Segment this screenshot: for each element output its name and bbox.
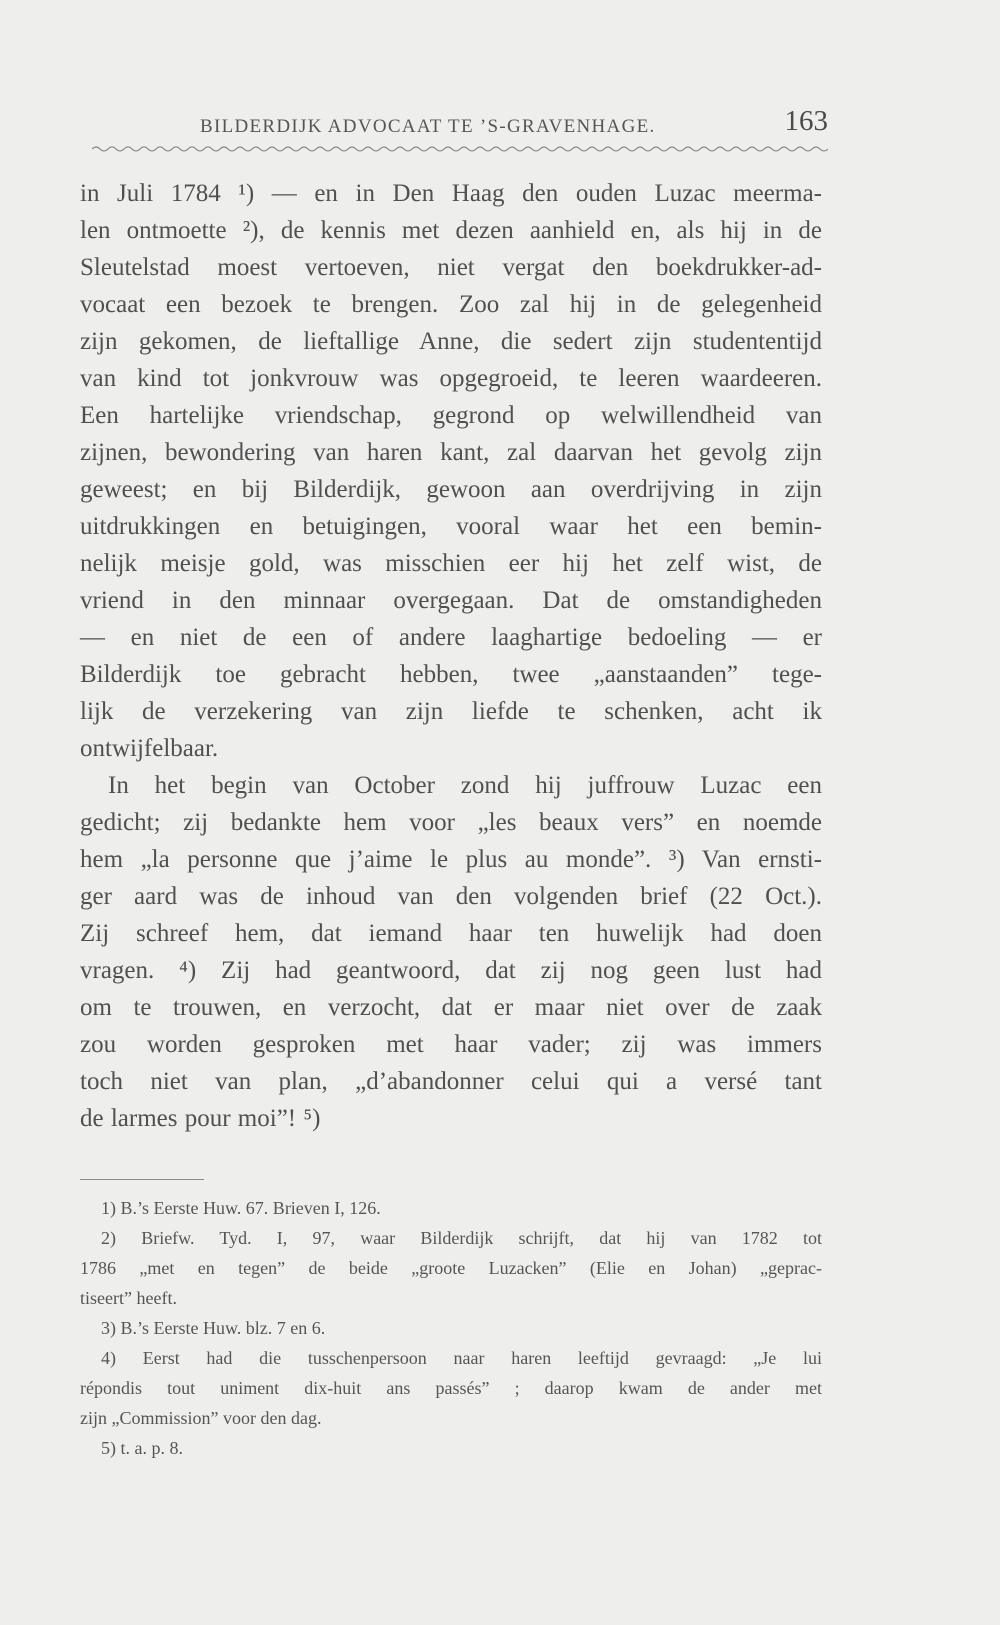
text-line: ger aard was de inhoud van den volgenden brief (22 Oct.). [80, 883, 822, 910]
text-line: zou worden gesproken met haar vader; zij was immers [80, 1031, 822, 1058]
running-title: BILDERDIJK ADVOCAAT TE ’S-GRAVENHAGE. [200, 116, 656, 137]
footnotes [80, 1193, 822, 1463]
footnote-line: 1786 „met en tegen” de beide „groote Luzacken” (Elie en Johan) „geprac- [80, 1258, 822, 1278]
text-line: lijk de verzekering van zijn liefde te schenken, acht ik [80, 698, 822, 725]
footnote-line: répondis tout uniment dix-huit ans passés” ; daarop kwam de ander met [80, 1378, 822, 1398]
text-line: om te trouwen, en verzocht, dat er maar niet over de zaak [80, 994, 822, 1021]
text-line: hem „la personne que j’aime le plus au monde”. ³) Van ernsti- [80, 846, 822, 873]
text-line: vriend in den minnaar overgegaan. Dat de omstandigheden [80, 587, 822, 614]
footnote-line: 5) t. a. p. 8. [101, 1438, 183, 1458]
footnote-line: tiseert” heeft. [80, 1288, 177, 1308]
footnote-line: 2) Briefw. Tyd. I, 97, waar Bilderdijk schrijft, dat hij van 1782 tot [101, 1228, 822, 1248]
header-ornamental-rule [92, 144, 828, 154]
text-line: Bilderdijk toe gebracht hebben, twee „aanstaanden” tege- [80, 661, 822, 688]
text-line: vragen. ⁴) Zij had geantwoord, dat zij nog geen lust had [80, 957, 822, 984]
text-line: Zij schreef hem, dat iemand haar ten huwelijk had doen [80, 920, 822, 947]
text-line: In het begin van October zond hij juffrouw Luzac een [108, 772, 822, 799]
text-line: de larmes pour moi”! ⁵) [80, 1105, 321, 1132]
running-head [92, 102, 828, 136]
text-line: len ontmoette ²), de kennis met dezen aanhield en, als hij in de [80, 217, 822, 244]
text-line: Een hartelijke vriendschap, gegrond op welwillendheid van [80, 402, 822, 429]
text-line: — en niet de een of andere laaghartige bedoeling — er [80, 624, 822, 651]
text-line: Sleutelstad moest vertoeven, niet vergat den boekdrukker-ad- [80, 254, 822, 281]
text-line: zijnen, bewondering van haren kant, zal daarvan het gevolg zijn [80, 439, 822, 466]
text-line: gedicht; zij bedankte hem voor „les beaux vers” en noemde [80, 809, 822, 836]
footnote-divider [80, 1179, 204, 1180]
text-line: ontwijfelbaar. [80, 735, 219, 762]
main-text [80, 176, 822, 1138]
footnote-line: 4) Eerst had die tusschenpersoon naar haren leeftijd gevraagd: „Je lui [101, 1348, 822, 1368]
text-line: van kind tot jonkvrouw was opgegroeid, te leeren waardeeren. [80, 365, 822, 392]
text-line: toch niet van plan, „d’abandonner celui qui a versé tant [80, 1068, 822, 1095]
footnote-line: 1) B.’s Eerste Huw. 67. Brieven I, 126. [101, 1198, 381, 1218]
text-line: geweest; en bij Bilderdijk, gewoon aan overdrijving in zijn [80, 476, 822, 503]
text-line: vocaat een bezoek te brengen. Zoo zal hij in de gelegenheid [80, 291, 822, 318]
footnote-line: 3) B.’s Eerste Huw. blz. 7 en 6. [101, 1318, 326, 1338]
text-line: uitdrukkingen en betuigingen, vooral waar het een bemin- [80, 513, 822, 540]
footnote-line: zijn „Commission” voor den dag. [80, 1408, 322, 1428]
text-line: zijn gekomen, de lieftallige Anne, die sedert zijn studententijd [80, 328, 822, 355]
text-line: in Juli 1784 ¹) — en in Den Haag den ouden Luzac meerma- [80, 180, 822, 207]
page-number: 163 [784, 105, 828, 137]
text-line: nelijk meisje gold, was misschien eer hij het zelf wist, de [80, 550, 822, 577]
